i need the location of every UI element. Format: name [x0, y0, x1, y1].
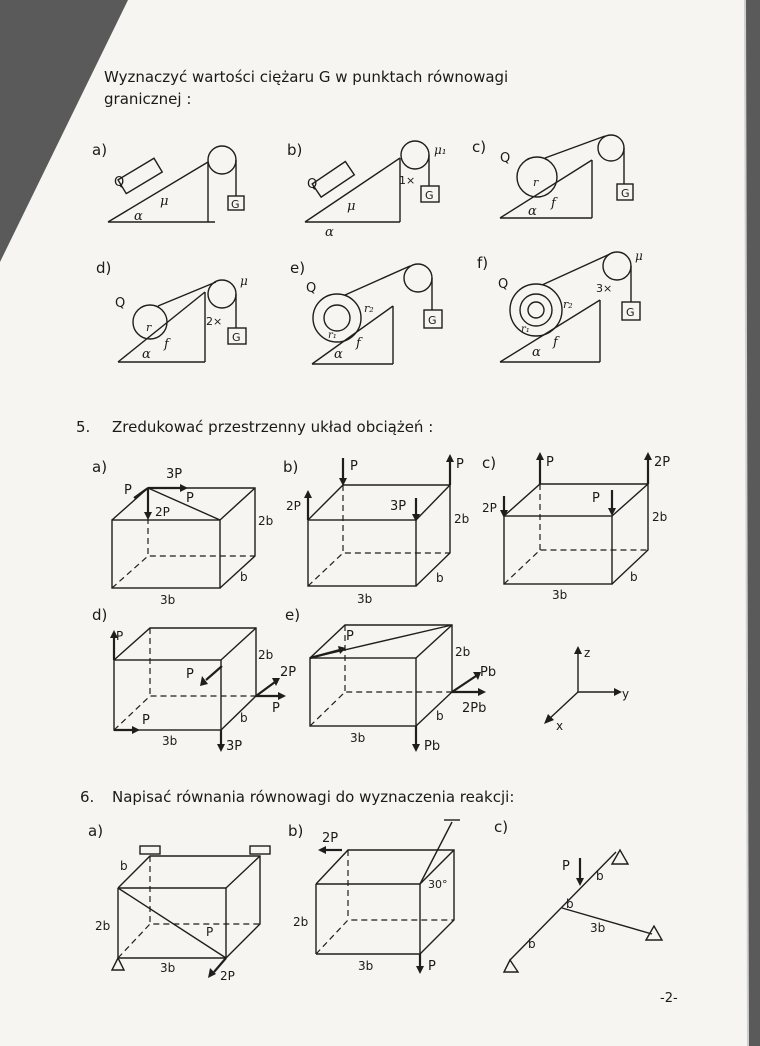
label-6c: c) [494, 818, 509, 836]
dim-2b: 2b [258, 648, 274, 662]
load-P: P [546, 455, 554, 470]
dim-2b: 2b [455, 645, 471, 659]
load-Pb: Pb [480, 665, 497, 680]
symbol-mu: μ [240, 274, 248, 288]
dim-2b: 2b [652, 510, 668, 524]
symbol-G: G [626, 306, 635, 319]
load-P-right: P [272, 701, 280, 716]
dim-3b: 3b [358, 959, 374, 973]
label-4a: a) [92, 141, 108, 159]
label-5b: b) [283, 458, 299, 476]
label-5e: e) [285, 606, 301, 624]
section-6-heading: Napisać równania równowagi do wyznaczenia reakcji: [112, 788, 515, 806]
symbol-mu1: μ₁ [434, 143, 447, 157]
symbol-Q: Q [306, 281, 317, 296]
load-P: P [346, 629, 354, 644]
symbol-r: r [533, 176, 539, 189]
symbol-ratio: 1× [399, 174, 416, 187]
symbol-alpha: α [134, 209, 143, 224]
section-5-heading: Zredukować przestrzenny układ obciążeń : [112, 418, 434, 436]
label-6a: a) [88, 822, 104, 840]
label-4d: d) [96, 259, 112, 277]
load-2P: 2P [322, 831, 339, 846]
symbol-alpha: α [142, 347, 151, 362]
dim-3b: 3b [357, 592, 373, 606]
load-2P: 2P [155, 505, 170, 519]
label-4c: c) [472, 138, 487, 156]
load-2P: 2P [220, 969, 235, 983]
symbol-Q: Q [307, 177, 318, 192]
load-P-bottom: P [142, 713, 150, 728]
load-2P-top: 2P [654, 455, 671, 470]
load-P-up: P [116, 629, 124, 643]
load-P: P [124, 483, 132, 498]
symbol-f: f [164, 337, 169, 352]
load-3P: 3P [390, 499, 407, 514]
symbol-alpha: α [528, 204, 537, 219]
label-4f: f) [477, 254, 489, 272]
dim-b: b [240, 570, 248, 584]
load-P-top: P [592, 491, 600, 506]
symbol-ratio: 3× [596, 282, 613, 295]
dim-2b: 2b [454, 512, 470, 526]
symbol-r1: r₁ [328, 330, 337, 341]
dim-2b: 2b [95, 919, 111, 933]
load-3P: 3P [226, 739, 243, 754]
dim-b-1: b [596, 869, 604, 883]
symbol-r2: r₂ [563, 298, 573, 311]
symbol-Q: Q [114, 175, 125, 190]
load-2P: 2P [286, 499, 301, 513]
angle-30: 30° [428, 878, 448, 891]
symbol-G: G [428, 314, 437, 327]
symbol-r1: r₁ [521, 324, 530, 335]
dim-b: b [436, 709, 444, 723]
section-6-number: 6. [80, 788, 95, 806]
dim-b-2: b [566, 897, 574, 911]
symbol-Q: Q [500, 151, 511, 166]
symbol-alpha: α [334, 347, 343, 362]
section-5-number: 5. [76, 418, 91, 436]
dim-b: b [436, 571, 444, 585]
load-P: P [428, 959, 436, 974]
symbol-mu: μ [160, 194, 169, 209]
symbol-G: G [425, 189, 434, 202]
symbol-G: G [621, 187, 630, 200]
symbol-f: f [356, 336, 361, 351]
label-6b: b) [288, 822, 304, 840]
dim-b: b [120, 859, 128, 873]
load-3P: 3P [166, 467, 183, 482]
page-number: -2- [660, 991, 678, 1006]
symbol-G: G [232, 331, 241, 344]
dim-3b: 3b [160, 961, 176, 975]
intro-line-1: Wyznaczyć wartości ciężaru G w punktach równowagi [104, 68, 509, 86]
symbol-r: r [146, 321, 152, 334]
label-5a: a) [92, 458, 108, 476]
axis-z: z [584, 646, 591, 660]
load-P-right: P [456, 457, 464, 472]
label-4e: e) [290, 259, 306, 277]
label-5d: d) [92, 606, 108, 624]
dim-3b: 3b [590, 921, 606, 935]
symbol-Q: Q [115, 296, 126, 311]
label-4b: b) [287, 141, 303, 159]
dim-3b: 3b [162, 734, 178, 748]
symbol-ratio: 2× [206, 315, 223, 328]
dim-3b: 3b [552, 588, 568, 602]
load-P: P [206, 925, 214, 939]
symbol-alpha: α [532, 345, 541, 360]
symbol-r2: r₂ [364, 302, 374, 315]
symbol-G: G [231, 198, 240, 211]
load-Pb-bottom: Pb [424, 739, 441, 754]
load-2P: 2P [482, 501, 497, 515]
symbol-Q: Q [498, 277, 509, 292]
load-2Pb: 2Pb [462, 701, 487, 716]
dim-b: b [240, 711, 248, 725]
label-5c: c) [482, 454, 497, 472]
dim-b-3: b [528, 937, 536, 951]
load-P: P [350, 459, 358, 474]
dim-2b: 2b [293, 915, 309, 929]
dim-3b: 3b [160, 593, 176, 607]
symbol-mu: μ [635, 249, 643, 263]
axis-x: x [556, 719, 564, 733]
dim-2b: 2b [258, 514, 274, 528]
dim-b: b [630, 570, 638, 584]
symbol-f: f [553, 335, 558, 350]
symbol-mu: μ [347, 199, 356, 214]
load-P: P [562, 859, 570, 874]
symbol-alpha: α [325, 225, 334, 240]
symbol-f: f [551, 196, 556, 211]
axis-y: y [622, 687, 630, 701]
intro-line-2: granicznej : [104, 90, 192, 108]
load-P-diag: P [186, 667, 194, 682]
load-P-diag: P [186, 491, 194, 506]
dim-3b: 3b [350, 731, 366, 745]
load-2P: 2P [280, 665, 297, 680]
